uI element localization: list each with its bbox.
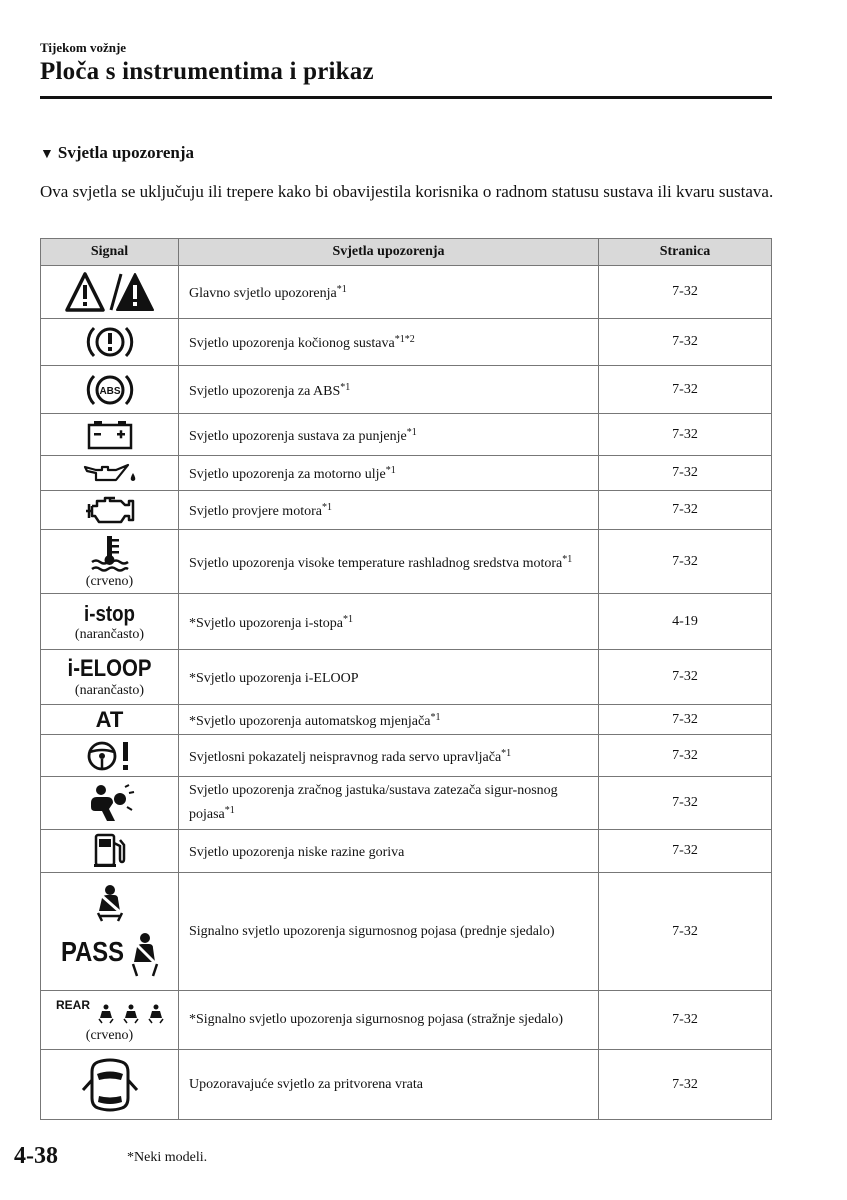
- page-cell: 7-32: [599, 991, 772, 1050]
- description-text: Upozoravajuće svjetlo za pritvorena vrata: [189, 1076, 424, 1092]
- page-cell: 7-32: [599, 735, 772, 777]
- page-cell: 4-19: [599, 594, 772, 650]
- description-cell: [179, 366, 599, 414]
- model-marker: *: [189, 615, 196, 631]
- section-label: Tijekom vožnje: [40, 40, 127, 55]
- page-cell: 7-32: [599, 1050, 772, 1120]
- airbag-icon: [85, 783, 135, 823]
- description-cell: [179, 705, 599, 735]
- color-caption: (crveno): [85, 573, 134, 589]
- description-cell: [179, 530, 599, 594]
- steering-warning-icon: [85, 739, 135, 773]
- model-marker: *: [189, 713, 196, 729]
- abs-warning-icon: [85, 370, 135, 410]
- page-cell: 7-32: [599, 705, 772, 735]
- signal-cell: [41, 319, 179, 366]
- rear-seatbelt-icons: [97, 1004, 167, 1024]
- description-cell: [179, 414, 599, 456]
- page-cell: 7-32: [599, 650, 772, 705]
- description-cell: [179, 1050, 599, 1120]
- footnote-ref: *1: [562, 553, 573, 565]
- table-row: [41, 991, 772, 1050]
- intro-paragraph: Ova svjetla se uključuju ili trepere kako bi obavijestila korisnika o radnom statusu sustava ili kvaru sustava.: [40, 182, 774, 201]
- at-icon: AT: [95, 706, 124, 732]
- signal-cell: [41, 1050, 179, 1120]
- description-text: Svjetlo upozorenja automatskog mjenjača: [196, 713, 431, 729]
- signal-cell: [41, 873, 179, 991]
- footnote: *Neki modeli.: [127, 1150, 208, 1165]
- page-cell: 7-32: [599, 491, 772, 530]
- brake-warning-icon: [85, 322, 135, 362]
- description-cell: [179, 650, 599, 705]
- table-row: [41, 830, 772, 873]
- table-row: [41, 366, 772, 414]
- footnote-ref: *1*2: [394, 334, 415, 345]
- description-text: Svjetlo upozorenja niske razine goriva: [189, 845, 405, 860]
- footnote-ref: *1: [340, 381, 351, 393]
- description-text: Svjetlo upozorenja sustava za punjenje: [189, 428, 407, 444]
- signal-cell: [41, 650, 179, 705]
- i-stop-icon: i-stop: [84, 600, 135, 626]
- column-header-lights: Svjetla upozorenja: [179, 239, 599, 266]
- table-row: [41, 594, 772, 650]
- signal-cell: [41, 991, 179, 1050]
- description-text: Svjetlo upozorenja visoke temperature rashladnog sredstva motora: [189, 555, 563, 571]
- seatbelt-icon: [90, 884, 130, 924]
- footnote-ref: *1: [406, 426, 417, 438]
- table-row: [41, 1050, 772, 1120]
- description-cell: [179, 266, 599, 319]
- table-row: [41, 319, 772, 366]
- description-text: Svjetlo provjere motora: [189, 504, 322, 519]
- coolant-temperature-icon: [88, 534, 132, 574]
- description-text: Svjetlo upozorenja za ABS: [189, 383, 341, 399]
- table-row: [41, 777, 772, 830]
- table-row: [41, 530, 772, 594]
- abs-text: ABS: [98, 385, 121, 397]
- page-cell: 7-32: [599, 414, 772, 456]
- color-caption: (crveno): [85, 1028, 134, 1043]
- rear-text: REAR: [56, 998, 91, 1012]
- engine-check-icon: [83, 494, 137, 526]
- column-header-page: Stranica: [599, 239, 772, 266]
- page-cell: 7-32: [599, 777, 772, 830]
- color-caption: (narančasto): [74, 626, 145, 642]
- signal-cell: [41, 491, 179, 530]
- table-row: [41, 266, 772, 319]
- table-row: [41, 873, 772, 991]
- table-row: [41, 650, 772, 705]
- signal-cell: [41, 366, 179, 414]
- page-cell: 7-32: [599, 530, 772, 594]
- passenger-seatbelt-icon: [127, 932, 163, 980]
- table-header-row: [41, 239, 772, 266]
- footnote-ref: *1: [336, 284, 347, 295]
- color-caption: (narančasto): [74, 683, 145, 698]
- footnote-ref: *1: [342, 613, 353, 625]
- subheading: [40, 143, 194, 163]
- table-row: [41, 414, 772, 456]
- page-number: 4-38: [14, 1143, 58, 1169]
- description-text: Svjetlo upozorenja i-ELOOP: [196, 671, 359, 686]
- column-header-signal: Signal: [41, 239, 179, 266]
- title-rule: [40, 96, 772, 99]
- fuel-pump-icon: [90, 833, 130, 869]
- triangle-bullet-icon: ▼: [40, 147, 54, 162]
- footnote-ref: *1: [430, 711, 441, 723]
- signal-cell: [41, 830, 179, 873]
- page-cell: 7-32: [599, 456, 772, 491]
- description-cell: [179, 594, 599, 650]
- description-cell: [179, 735, 599, 777]
- model-marker: *: [189, 671, 196, 686]
- description-cell: [179, 873, 599, 991]
- description-cell: [179, 777, 599, 830]
- door-ajar-icon: [80, 1058, 140, 1112]
- signal-cell: [41, 530, 179, 594]
- table-row: [41, 705, 772, 735]
- signal-cell: [41, 594, 179, 650]
- warning-lights-table: [40, 238, 772, 1120]
- signal-cell: [41, 705, 179, 735]
- description-text: Svjetlosni pokazatelj neispravnog rada servo upravljača: [189, 749, 502, 765]
- description-text: Svjetlo upozorenja za motorno ulje: [189, 467, 386, 482]
- signal-cell: [41, 777, 179, 830]
- signal-cell: [41, 266, 179, 319]
- description-text: Svjetlo upozorenja i-stopa: [196, 615, 343, 631]
- oil-can-icon: [82, 461, 138, 485]
- footnote-ref: *1: [224, 805, 235, 816]
- page-cell: 7-32: [599, 830, 772, 873]
- description-cell: [179, 319, 599, 366]
- description-text: Signalno svjetlo upozorenja sigurnosnog pojasa (prednje sjedalo): [189, 923, 555, 939]
- description-text: Signalno svjetlo upozorenja sigurnosnog pojasa (stražnje sjedalo): [196, 1012, 564, 1027]
- battery-icon: [85, 418, 135, 452]
- footnote-ref: *1: [385, 465, 396, 476]
- signal-cell: [41, 735, 179, 777]
- description-text: Svjetlo upozorenja kočionog sustava: [189, 336, 395, 351]
- description-cell: [179, 456, 599, 491]
- table-row: [41, 456, 772, 491]
- description-text: Glavno svjetlo upozorenja: [189, 286, 337, 301]
- page-cell: 7-32: [599, 319, 772, 366]
- footnote-ref: *1: [321, 502, 332, 513]
- table-row: [41, 735, 772, 777]
- pass-text: PASS: [61, 935, 125, 967]
- page-title: Ploča s instrumentima i prikaz: [40, 58, 374, 85]
- page-cell: 7-32: [599, 266, 772, 319]
- subheading-text: Svjetla upozorenja: [57, 143, 195, 162]
- table-row: [41, 491, 772, 530]
- footnote-ref: *1: [501, 747, 512, 759]
- description-cell: [179, 491, 599, 530]
- master-warning-icon: [63, 270, 157, 314]
- page-cell: 7-32: [599, 366, 772, 414]
- signal-cell: [41, 414, 179, 456]
- description-cell: [179, 991, 599, 1050]
- description-text: Svjetlo upozorenja zračnog jastuka/sustava zatezača sigur-nosnog pojasa: [189, 783, 558, 822]
- page-cell: 7-32: [599, 873, 772, 991]
- model-marker: *: [189, 1012, 196, 1027]
- description-cell: [179, 830, 599, 873]
- signal-cell: [41, 456, 179, 491]
- i-eloop-icon: i-ELOOP: [67, 655, 152, 682]
